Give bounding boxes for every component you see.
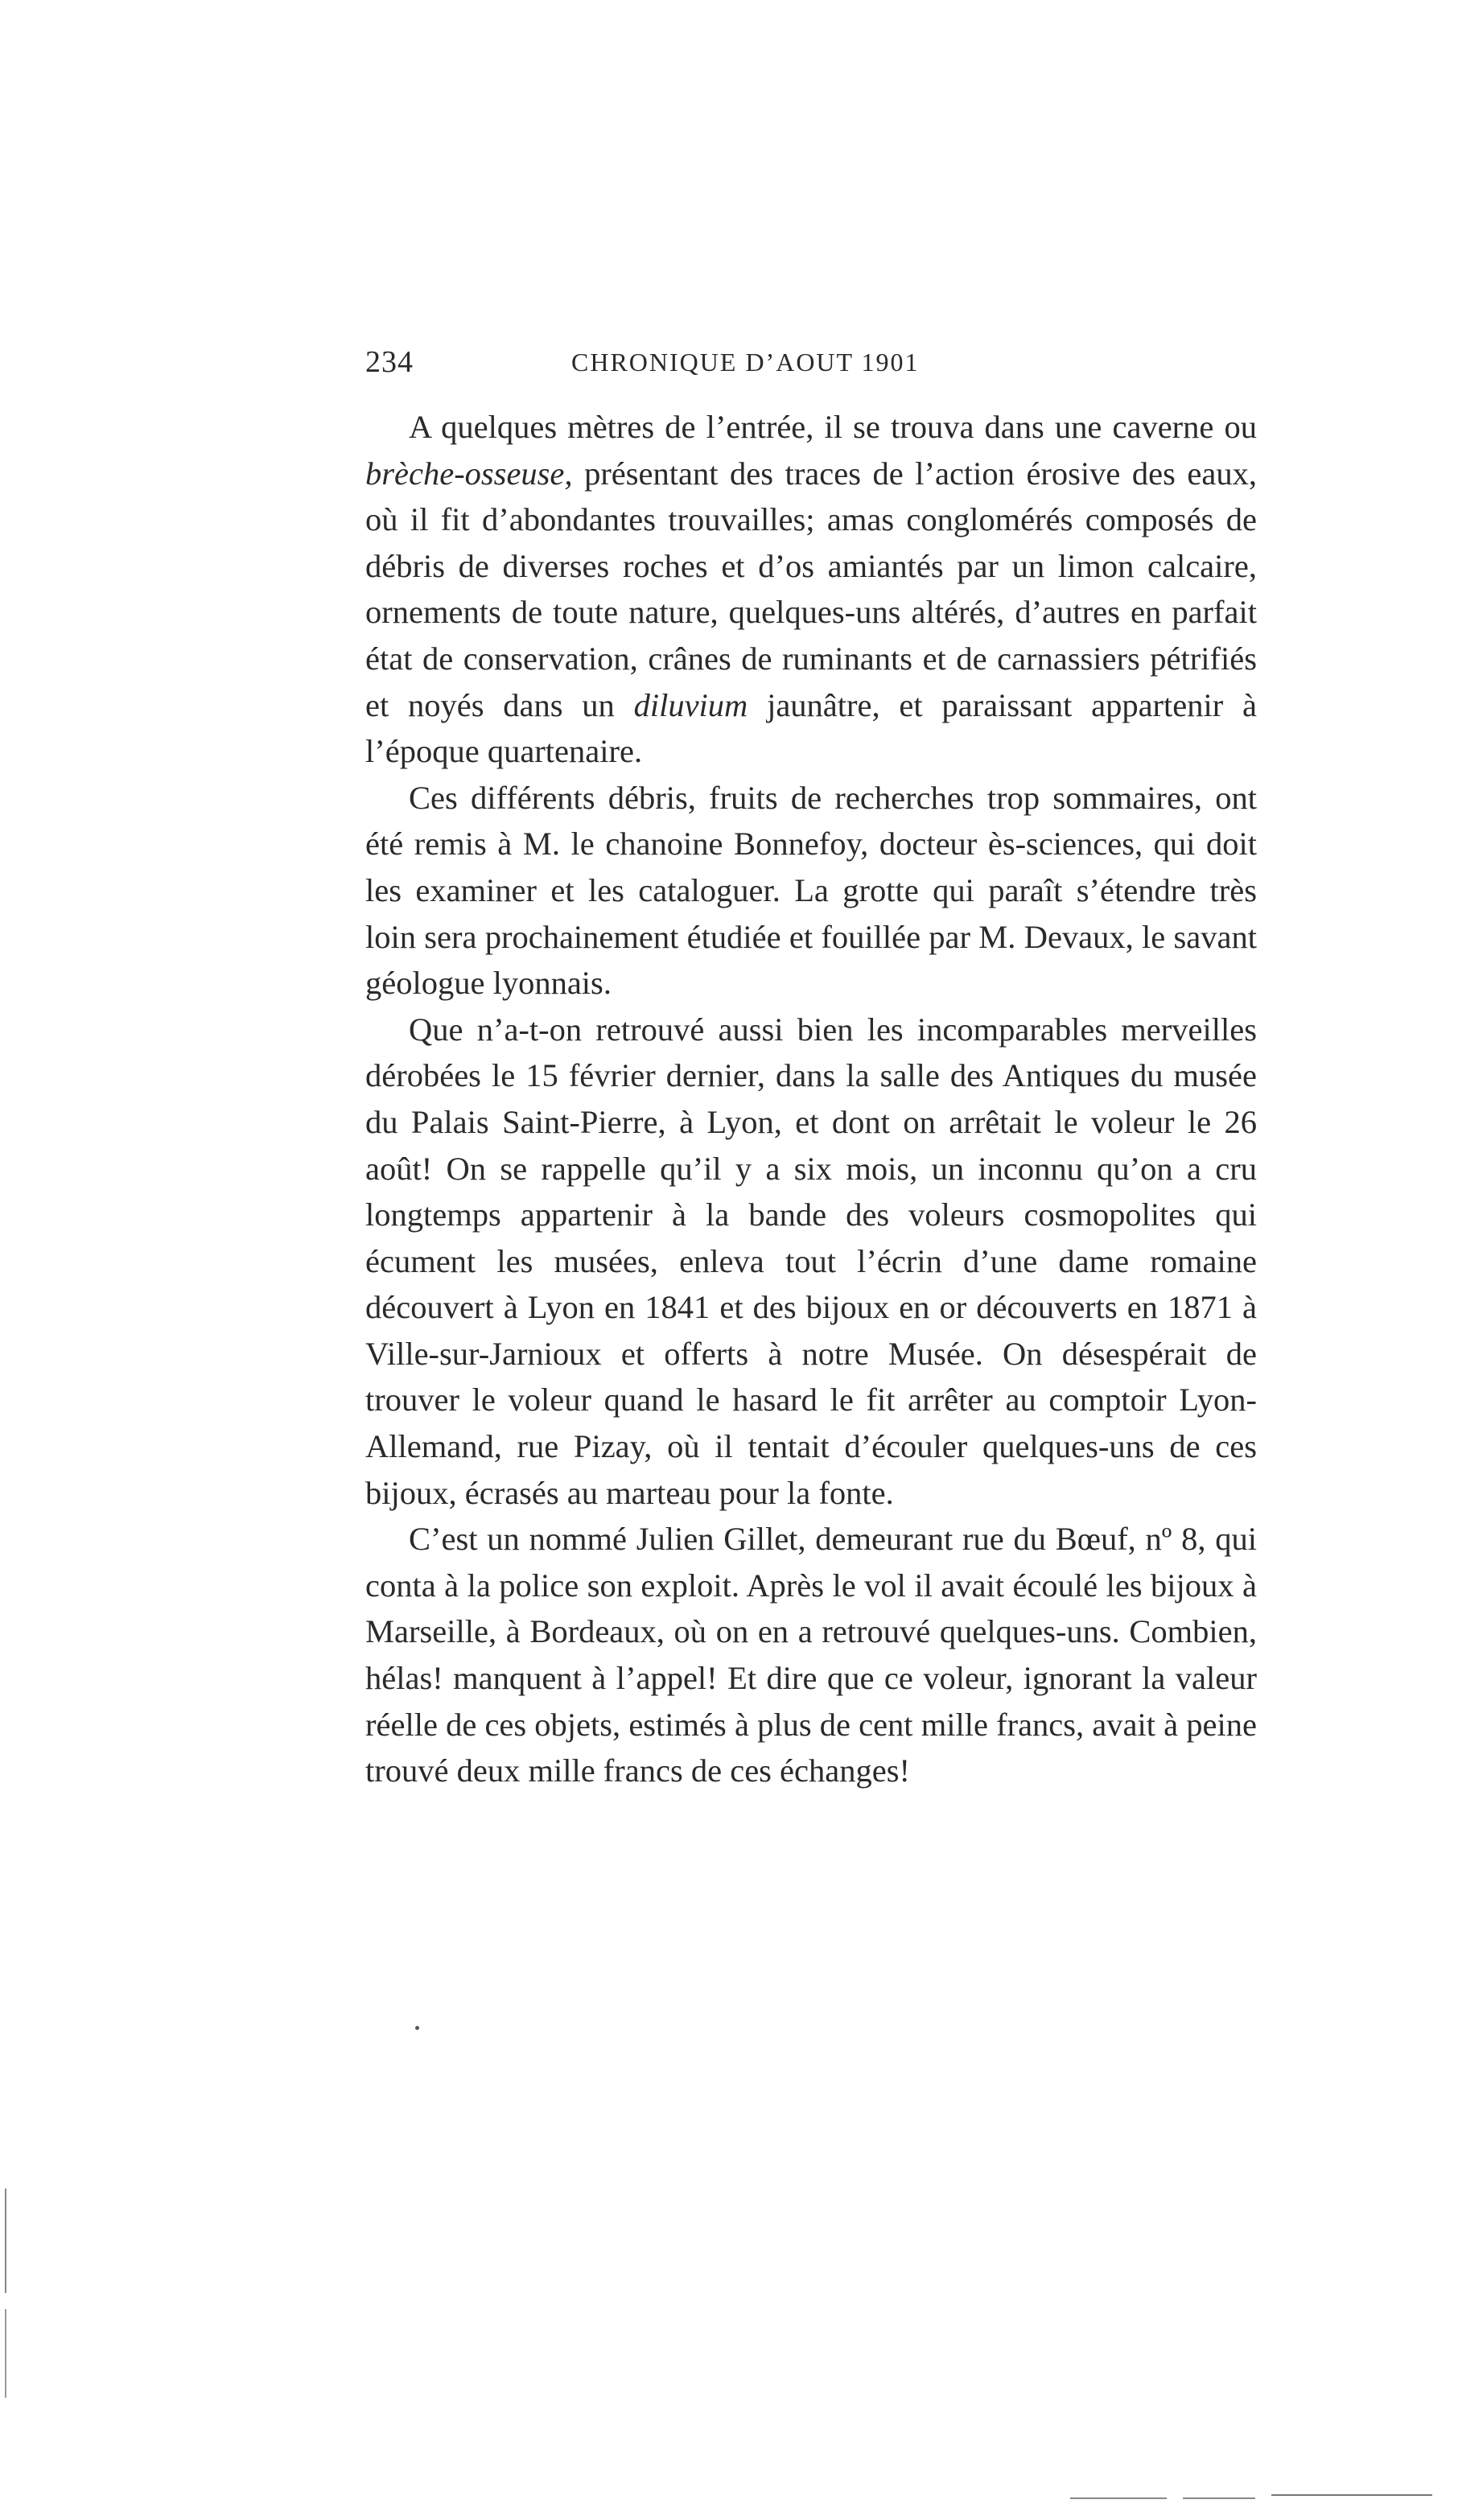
scan-speck [415, 2026, 419, 2030]
running-head [365, 344, 1260, 393]
page-number: 234 [365, 345, 414, 379]
paragraph-2: Ces différents débris, fruits de recherches trop sommaires, ont été remis à M. le chanoine Bonnefoy, docteur ès-sciences, qui doit les examiner et les cataloguer. La grotte qui paraît s’étendre très loin sera prochainement étudiée et fouillée par M. Devaux, le savant géologue lyonnais. [365, 779, 1257, 1002]
paragraph-1-part-a: A quelques mètres de l’entrée, il se trouva dans une caverne ou [409, 409, 1257, 445]
paragraph-4: C’est un nommé Julien Gillet, demeurant rue du Bœuf, nº 8, qui conta à la police son exploit. Après le vol il avait écoulé les bijoux à Marseille, à Bordeaux, où on en a retrouvé quelques-uns. Combien, hélas! manquent à l’appel! Et dire que ce voleur, ignorant la valeur réelle de ces objets, estimés à plus de cent mille francs, avait à peine trouvé deux mille francs de ces échanges! [365, 1521, 1257, 1789]
italic-term-diluvium: diluvium [633, 686, 748, 723]
scan-edge-line [5, 2309, 6, 2398]
scan-edge-line [1271, 2494, 1432, 2496]
running-title: CHRONIQUE D’AOUT 1901 [571, 348, 920, 377]
body-text [365, 404, 1257, 1794]
paragraph-3: Que n’a-t-on retrouvé aussi bien les incomparables merveilles dérobées le 15 février dernier, dans la salle des Antiques du musée du Palais Saint-Pierre, à Lyon, et dont on arrêtait le voleur le 26 août! On se rappelle qu’il y a six mois, un inconnu qu’on a cru longtemps appartenir à la bande des voleurs cosmopolites qui écument les musées, enleva tout l’écrin d’une dame romaine découvert à Lyon en 1841 et des bijoux en or découverts en 1871 à Ville-sur-Jarnioux et offerts à notre Musée. On désespérait de trouver le voleur quand le hasard le fit arrêter au comptoir Lyon-Allemand, rue Pizay, où il tentait d’écouler quelques-uns de ces bijoux, écrasés au marteau pour la fonte. [365, 1011, 1257, 1511]
italic-term-breche-osseuse: brèche-osseuse, [365, 455, 573, 492]
scan-edge-line [1183, 2497, 1255, 2499]
paragraph-1-part-e: jaunâtre, et paraissant appartenir à l’époque quartenaire. [365, 686, 1258, 770]
paragraph-1-part-c: présentant des traces de l’action érosive des eaux, où il fit d’abondantes trouvailles; amas conglomérés composés de débris de diverses roches et d’os amiantés par un limon calcaire, ornements de toute nature, quelques-uns altérés, d’autres en parfait état de conservation, crânes de ruminants et de carnassiers pétrifiés et noyés dans un [365, 455, 1257, 723]
paragraph-1 [365, 404, 1257, 775]
scan-edge-line [1070, 2497, 1167, 2499]
scan-edge-line [5, 2189, 6, 2293]
